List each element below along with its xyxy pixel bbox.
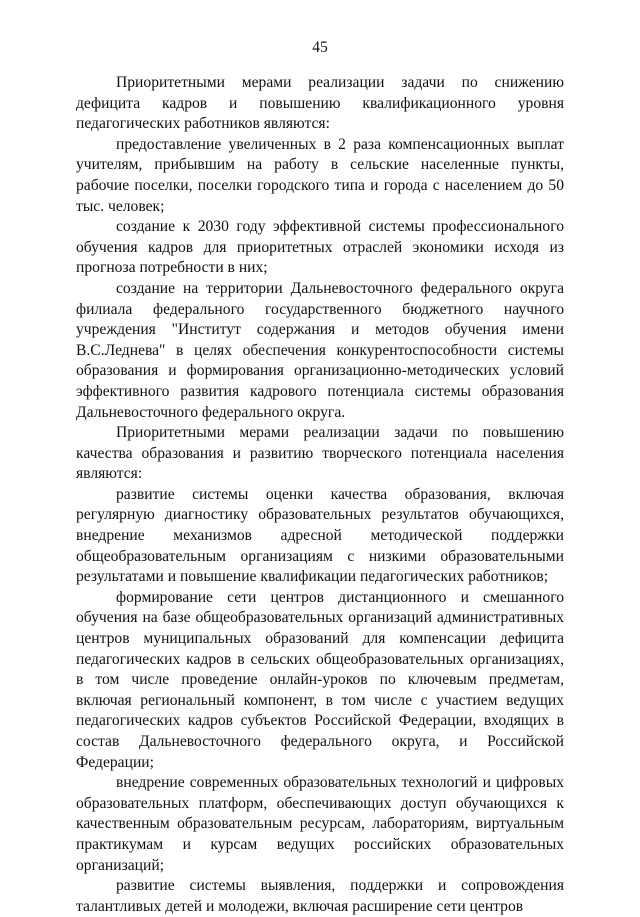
document-body xyxy=(76,73,564,917)
paragraph: создание на территории Дальневосточного федерального округа филиала федерального государственного бюджетного научного учреждения "Институт содержания и методов обучения имени В.С.Леднева" в целях обеспечения конкурентоспособности системы образования и формирования организационно-методических условий эффективного развития кадрового потенциала системы образования Дальневосточного федерального округа. xyxy=(76,279,564,421)
paragraph: Приоритетными мерами реализации задачи по снижению дефицита кадров и повышению квалификационного уровня педагогических работников являются: xyxy=(76,74,564,133)
paragraph: формирование сети центров дистанционного и смешанного обучения на базе общеобразовательных организаций административных центров муниципальных образований для компенсации дефицита педагогических кадров в сельских общеобразовательных организациях, в том числе проведение онлайн-уроков по ключевым предметам, включая региональный компонент, в том числе с участием ведущих педагогических кадров субъектов Российской Федерации, входящих в состав Дальневосточного федерального округа, и Российской Федерации; xyxy=(76,588,564,771)
paragraph: Приоритетными мерами реализации задачи по повышению качества образования и развитию творческого потенциала населения являются: xyxy=(76,424,564,483)
paragraph: создание к 2030 году эффективной системы профессионального обучения кадров для приоритетных отраслей экономики исходя из прогноза потребности в них; xyxy=(76,218,564,277)
paragraph: развитие системы выявления, поддержки и сопровождения талантливых детей и молодежи, включая расширение сети центров xyxy=(76,877,564,915)
page-number: 45 xyxy=(312,39,328,56)
paragraph: предоставление увеличенных в 2 раза компенсационных выплат учителям, прибывшим на работу в сельские населенные пункты, рабочие поселки, поселки городского типа и города с населением до 50 тыс. человек; xyxy=(76,135,564,215)
paragraph: внедрение современных образовательных технологий и цифровых образовательных платформ, обеспечивающих доступ обучающихся к качественным образовательным ресурсам, лабораториям, виртуальным практикумам и курсам ведущих российских образовательных организаций; xyxy=(76,774,564,874)
paragraph: развитие системы оценки качества образования, включая регулярную диагностику образовательных результатов обучающихся, внедрение механизмов адресной методической поддержки общеобразовательным организациям с низкими образовательными результатами и повышение квалификации педагогических работников; xyxy=(76,485,564,586)
